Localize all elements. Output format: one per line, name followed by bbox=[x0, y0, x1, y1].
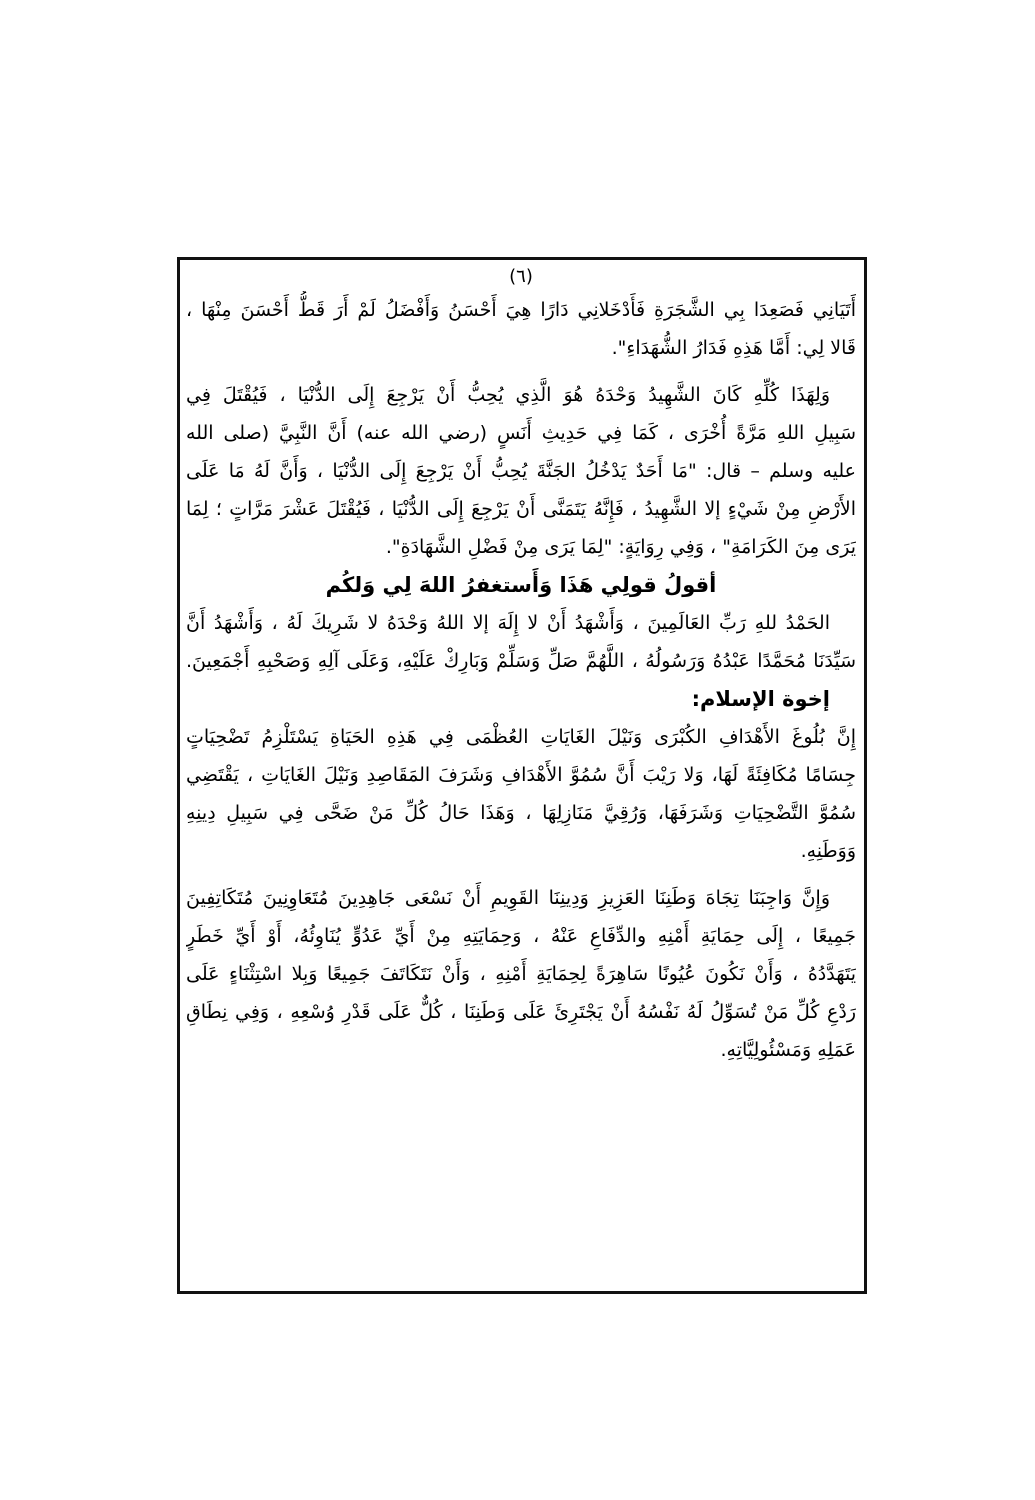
page-border bbox=[177, 257, 867, 1294]
paragraph-praise bbox=[186, 604, 856, 680]
paragraph-martyr-hadith bbox=[186, 376, 856, 566]
text-line: الأَرْضِ مِنْ شَيْءٍ إلا الشَّهِيدُ ، فَإِنَّهُ يَتَمَنَّى أَنْ يَرْجِعَ إِلَى الدُّنْيَا ، فَيُقْتَلَ عَشْرَ مَرَّاتٍ ؛ لِمَا bbox=[186, 498, 856, 520]
text-line: قَالا لِي: أَمَّا هَذِهِ فَدَارُ الشُّهَدَاءِ". bbox=[611, 337, 856, 359]
text-line: وَوَطَنِهِ. bbox=[800, 840, 856, 862]
text-line: عليه وسلم – قال: "مَا أَحَدٌ يَدْخُلُ الجَنَّةَ يُحِبُّ أَنْ يَرْجِعَ إِلَى الدُّنْيَا ، وَأَنَّ لَهُ مَا عَلَى bbox=[186, 460, 856, 482]
text-line: جِسَامًا مُكَافِئَةً لَهَا، وَلا رَيْبَ أَنَّ سُمُوَّ الأَهْدَافِ وَشَرَفَ المَقَاصِدِ وَنَيْلَ الغَايَاتِ ، يَقْتَضِي bbox=[186, 764, 856, 786]
text-line: وَلِهَذَا كُلِّهِ كَانَ الشَّهِيدُ وَحْدَهُ هُوَ الَّذِي يُحِبُّ أَنْ يَرْجِعَ إِلَى الدُّنْيَا ، فَيُقْتَلَ فِي bbox=[186, 384, 830, 406]
text-line: يَرَى مِنَ الكَرَامَةِ" ، وَفِي رِوَايَةٍ: "لِمَا يَرَى مِنْ فَضْلِ الشَّهَادَةِ". bbox=[385, 536, 856, 558]
text-line: سُمُوَّ التَّضْحِيَاتِ وَشَرَفَهَا، وَرُقِيَّ مَنَازِلِهَا ، وَهَذَا حَالُ كُلِّ مَنْ ضَحَّى فِي سَبِيلِ دِينِهِ bbox=[186, 802, 856, 824]
text-line: يَتَهَدَّدُهُ ، وَأَنْ نَكُونَ عُيُونًا سَاهِرَةً لِحِمَايَةِ أَمْنِهِ ، وَأَنْ نَتَكَاتَفَ جَمِيعًا وَبِلا اسْتِثْنَاءٍ عَلَى bbox=[186, 963, 856, 985]
text-line: إِنَّ بُلُوغَ الأَهْدَافِ الكُبْرَى وَنَيْلَ الغَايَاتِ العُظْمَى فِي هَذِهِ الحَيَاةِ يَسْتَلْزِمُ تَضْحِيَاتٍ bbox=[186, 726, 856, 748]
page-content bbox=[186, 265, 856, 1069]
section-heading-brothers: إخوة الإسلام: bbox=[691, 687, 830, 711]
page-number: (٦) bbox=[509, 266, 533, 287]
text-line: سَبِيلِ اللهِ مَرَّةً أُخْرَى ، كَمَا فِي حَدِيثِ أَنَسٍ (رضي الله عنه) أَنَّ النَّبِيَّ (صلى الله bbox=[186, 422, 856, 444]
paragraph-sacrifices bbox=[186, 718, 856, 870]
paragraph-hadith-ending bbox=[186, 291, 856, 367]
text-line: جَمِيعًا ، إِلَى حِمَايَةِ أَمْنِهِ والدِّفَاعِ عَنْهُ ، وَحِمَايَتِهِ مِنْ أَيِّ عَدُوٍّ يُنَاوِئُهُ، أَوْ أَيِّ خَطَرٍ bbox=[186, 925, 856, 947]
text-line: أَتَيَانِي فَصَعِدَا بِي الشَّجَرَةِ فَأَدْخَلانِي دَارًا هِيَ أَحْسَنُ وَأَفْضَلُ لَمْ أَرَ قَطُّ أَحْسَنَ مِنْهَا ، bbox=[186, 299, 856, 321]
section-heading-closing: أقولُ قولِي هَذَا وَأَستغفرُ اللهَ لِي وَلكُم bbox=[325, 573, 717, 597]
text-line: الحَمْدُ للهِ رَبِّ العَالَمِينَ ، وَأَشْهَدُ أَنْ لا إِلَهَ إلا اللهُ وَحْدَهُ لا شَرِيكَ لَهُ ، وَأَشْهَدُ أَنَّ bbox=[186, 612, 830, 634]
text-line: رَدْعِ كُلِّ مَنْ تُسَوِّلُ لَهُ نَفْسُهُ أَنْ يَجْتَرِئَ عَلَى وَطَنِنَا ، كُلٌّ عَلَى قَدْرِ وُسْعِهِ ، وَفِي نِطَاقِ bbox=[186, 1001, 856, 1023]
text-line: وَإِنَّ وَاجِبَنَا تِجَاهَ وَطَنِنَا العَزِيزِ وَدِينِنَا القَوِيمِ أَنْ نَسْعَى جَاهِدِينَ مُتَعَاوِنِينَ مُتَكَاتِفِينَ bbox=[186, 887, 830, 909]
paragraph-duty-homeland bbox=[186, 879, 856, 1069]
text-line: عَمَلِهِ وَمَسْئُولِيَّاتِهِ. bbox=[720, 1039, 856, 1061]
text-line: سَيِّدَنَا مُحَمَّدًا عَبْدُهُ وَرَسُولُهُ ، اللَّهُمَّ صَلِّ وَسَلِّمْ وَبَارِكْ عَلَيْهِ، وَعَلَى آلِهِ وَصَحْبِهِ أَجْمَعِينَ. bbox=[186, 650, 856, 672]
